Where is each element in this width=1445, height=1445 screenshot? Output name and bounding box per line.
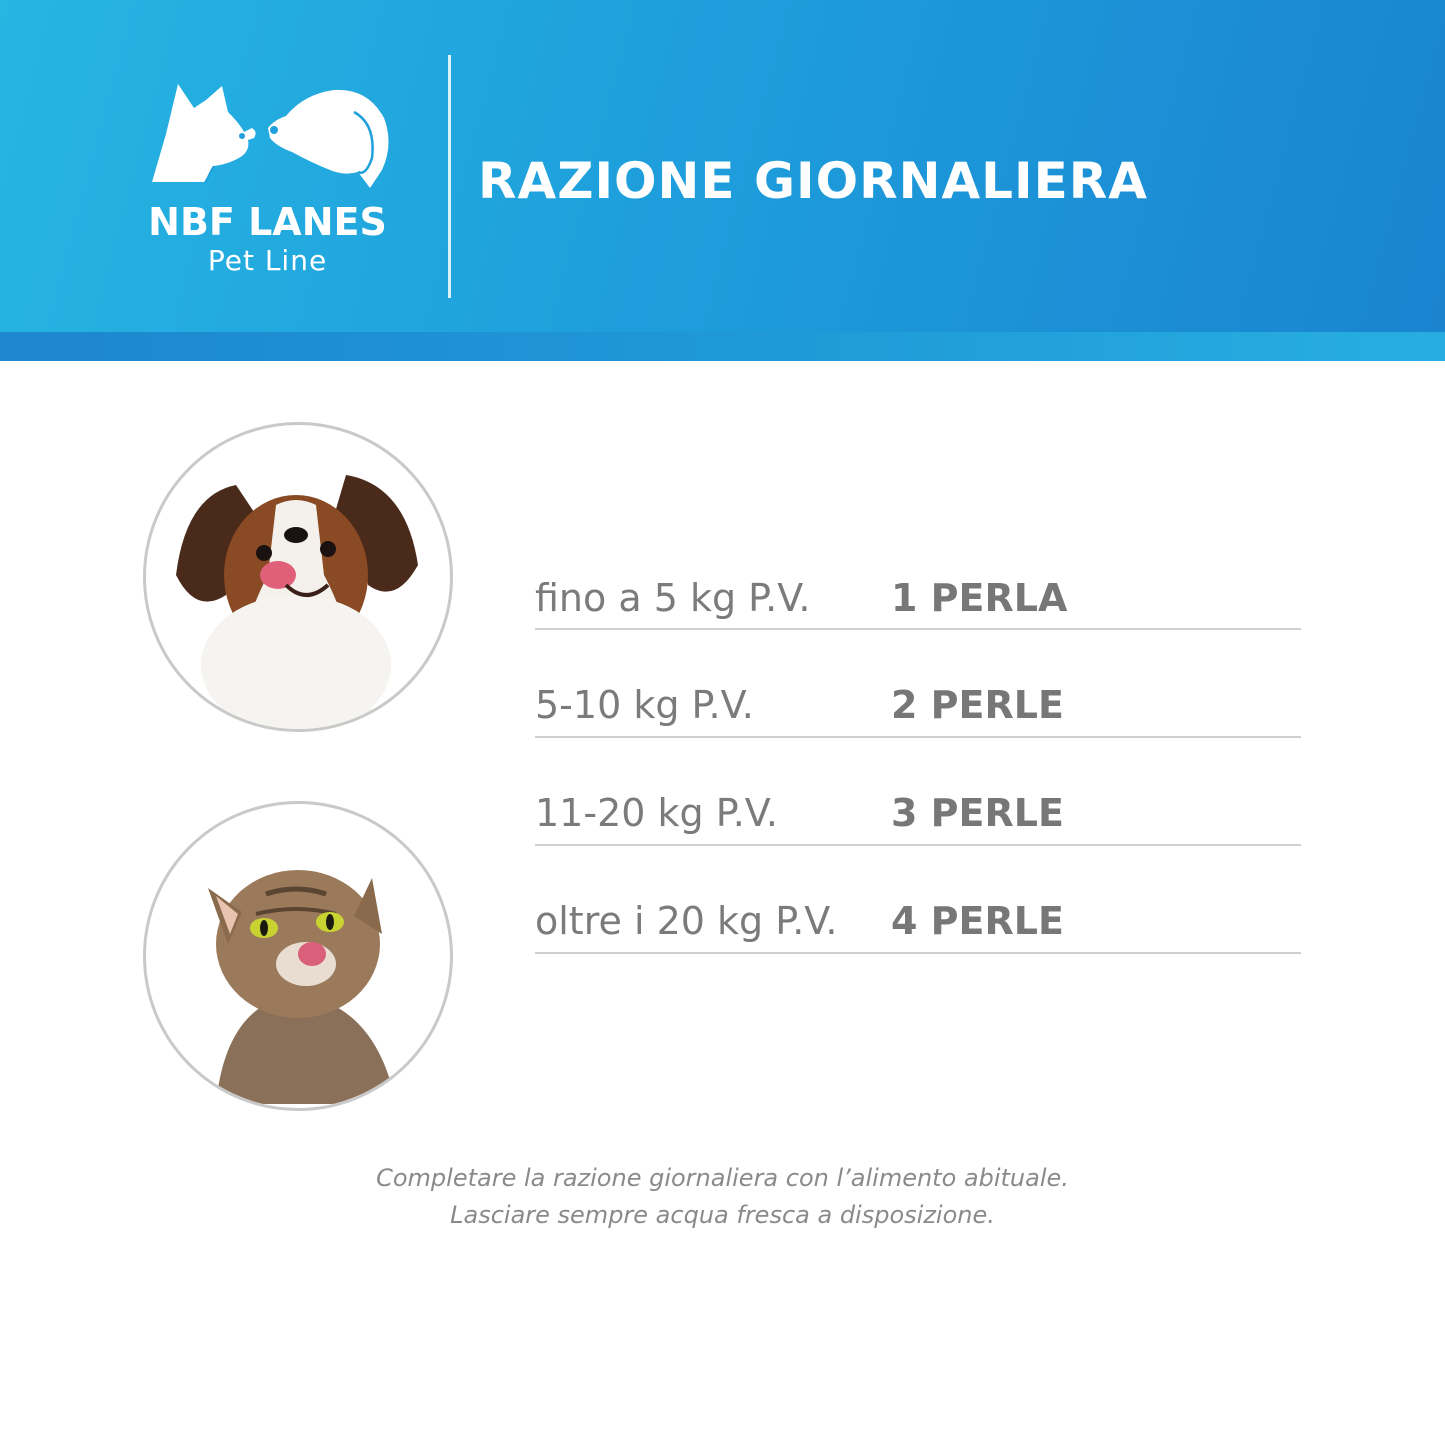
dosage-table [535,568,1301,954]
header-divider [448,55,451,298]
dosage-row [535,630,1301,738]
cat-photo [143,801,453,1111]
dosage-amount: 3 PERLE [891,791,1064,835]
dosage-weight: oltre i 20 kg P.V. [535,899,838,943]
note-line-2: Lasciare sempre acqua fresca a disposizione. [450,1201,995,1229]
dosage-weight: 11-20 kg P.V. [535,791,778,835]
dosage-row [535,846,1301,954]
dosage-weight: fino a 5 kg P.V. [535,576,811,620]
page-title: RAZIONE GIORNALIERA [478,152,1148,210]
cat-and-dog-logo-icon [144,72,392,194]
cat-licking-icon [146,804,450,1108]
dosage-amount: 1 PERLA [891,576,1068,620]
header-strip [0,332,1445,361]
dosage-amount: 2 PERLE [891,683,1064,727]
dosage-row [535,568,1301,630]
dosage-row [535,738,1301,846]
dosage-weight: 5-10 kg P.V. [535,683,754,727]
dog-photo [143,422,453,732]
dog-licking-icon [146,425,450,729]
brand-name: NBF LANES [148,200,387,244]
brand-subtitle: Pet Line [207,244,328,277]
note-line-1: Completare la razione giornaliera con l’alimento abituale. [376,1164,1069,1192]
brand-logo [140,72,395,287]
dosage-amount: 4 PERLE [891,899,1064,943]
